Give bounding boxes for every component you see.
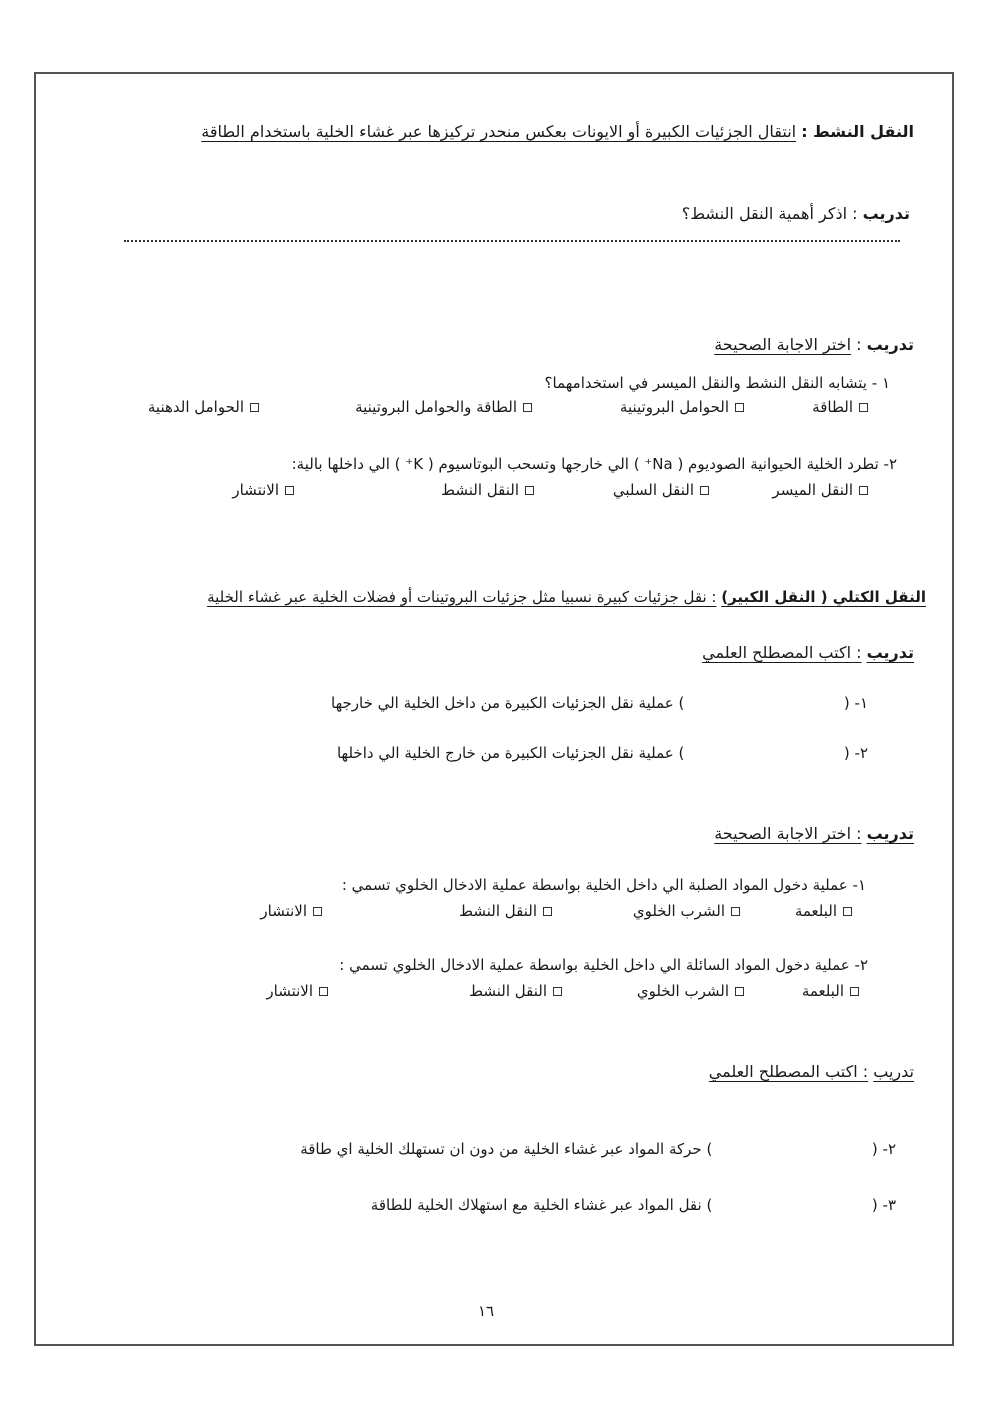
option-q2-2-a[interactable]: النقل الميسر — [772, 481, 868, 499]
exercise2-q1: ١ - يتشابه النقل النشط والنقل الميسر في استخدامهما؟ — [544, 374, 890, 392]
checkbox-icon[interactable] — [735, 987, 744, 996]
exercise5-heading: تدريب : اكتب المصطلح العلمي — [708, 1062, 914, 1081]
checkbox-icon[interactable] — [319, 987, 328, 996]
checkbox-icon[interactable] — [523, 403, 532, 412]
exercise2-title: اختر الاجابة الصحيحة — [714, 335, 852, 354]
exercise4-title: اختر الاجابة الصحيحة — [714, 824, 852, 843]
option-q4-1-c[interactable]: النقل النشط — [459, 902, 552, 920]
exercise2-q2: ٢- تطرد الخلية الحيوانية الصوديوم ( Na⁺ ) الي خارجها وتسحب البوتاسيوم ( K⁺ ) الي داخلها بالية: — [291, 455, 897, 473]
active-transport-definition — [201, 122, 914, 141]
checkbox-icon[interactable] — [731, 907, 740, 916]
option-q4-1-a[interactable]: البلعمة — [795, 902, 852, 920]
answer-dotted-line[interactable] — [124, 240, 900, 242]
exercise4-heading: تدريب : اختر الاجابة الصحيحة — [714, 824, 914, 843]
exercise4-q1: ١- عملية دخول المواد الصلبة الي داخل الخلية بواسطة عملية الادخال الخلوي تسمي : — [341, 876, 866, 894]
option-q4-2-d[interactable]: الانتشار — [266, 982, 328, 1000]
checkbox-icon[interactable] — [859, 486, 868, 495]
option-q2-2-b[interactable]: النقل السلبي — [613, 481, 709, 499]
active-transport-text: انتقال الجزئيات الكبيرة أو الايونات بعكس منحدر تركيزها عبر غشاء الخلية باستخدام الطاقة — [201, 122, 797, 141]
option-q4-1-d[interactable]: الانتشار — [260, 902, 322, 920]
checkbox-icon[interactable] — [543, 907, 552, 916]
bulk-transport-term: النقل الكتلي ( النقل الكبير) — [721, 588, 926, 606]
checkbox-icon[interactable] — [553, 987, 562, 996]
exercise3-title: اكتب المصطلح العلمي — [702, 643, 852, 662]
option-q2-1-c[interactable]: الطاقة والحوامل البروتينية — [355, 398, 532, 416]
exercise5-label: تدريب — [873, 1062, 914, 1081]
exercise2-label: تدريب — [866, 335, 914, 354]
exercise4-label: تدريب — [866, 824, 914, 843]
bulk-transport-text: : نقل جزئيات كبيرة نسبيا مثل جزئيات البروتينات أو فضلات الخلية عبر غشاء الخلية — [207, 588, 717, 606]
checkbox-icon[interactable] — [850, 987, 859, 996]
exercise5-item-1: ٢- ( ) حركة المواد عبر غشاء الخلية من دون ان تستهلك الخلية اي طاقة — [300, 1140, 896, 1158]
exercise5-title: اكتب المصطلح العلمي — [708, 1062, 858, 1081]
option-q4-2-c[interactable]: النقل النشط — [469, 982, 562, 1000]
exercise1-question: : اذكر أهمية النقل النشط؟ — [681, 204, 858, 223]
checkbox-icon[interactable] — [735, 403, 744, 412]
exercise2-heading: تدريب : اختر الاجابة الصحيحة — [714, 335, 914, 354]
checkbox-icon[interactable] — [859, 403, 868, 412]
exercise5-item-2: ٣- ( ) نقل المواد عبر غشاء الخلية مع استهلاك الخلية للطاقة — [370, 1196, 896, 1214]
option-q4-2-a[interactable]: البلعمة — [802, 982, 859, 1000]
page-number: ١٦ — [478, 1302, 495, 1320]
exercise4-q2: ٢- عملية دخول المواد السائلة الي داخل الخلية بواسطة عملية الادخال الخلوي تسمي : — [339, 956, 868, 974]
checkbox-icon[interactable] — [285, 486, 294, 495]
active-transport-term: النقل النشط : — [801, 122, 914, 141]
checkbox-icon[interactable] — [313, 907, 322, 916]
bulk-transport-definition — [207, 588, 926, 606]
option-q2-2-c[interactable]: النقل النشط — [441, 481, 534, 499]
exercise1-label: تدريب — [862, 204, 910, 223]
option-q2-1-b[interactable]: الحوامل البروتينية — [620, 398, 744, 416]
exercise3-label: تدريب — [866, 643, 914, 662]
checkbox-icon[interactable] — [525, 486, 534, 495]
checkbox-icon[interactable] — [700, 486, 709, 495]
option-q4-2-b[interactable]: الشرب الخلوي — [637, 982, 744, 1000]
exercise1 — [682, 204, 910, 223]
checkbox-icon[interactable] — [843, 907, 852, 916]
option-q2-2-d[interactable]: الانتشار — [232, 481, 294, 499]
exercise3-item-1: ١- ( ) عملية نقل الجزئيات الكبيرة من داخل الخلية الي خارجها — [331, 694, 868, 712]
checkbox-icon[interactable] — [250, 403, 259, 412]
option-q2-1-a[interactable]: الطاقة — [812, 398, 868, 416]
exercise3-item-2: ٢- ( ) عملية نقل الجزئيات الكبيرة من خارج الخلية الي داخلها — [336, 744, 868, 762]
option-q2-1-d[interactable]: الحوامل الدهنية — [148, 398, 259, 416]
option-q4-1-b[interactable]: الشرب الخلوي — [633, 902, 740, 920]
exercise3-heading: تدريب : اكتب المصطلح العلمي — [702, 643, 914, 662]
